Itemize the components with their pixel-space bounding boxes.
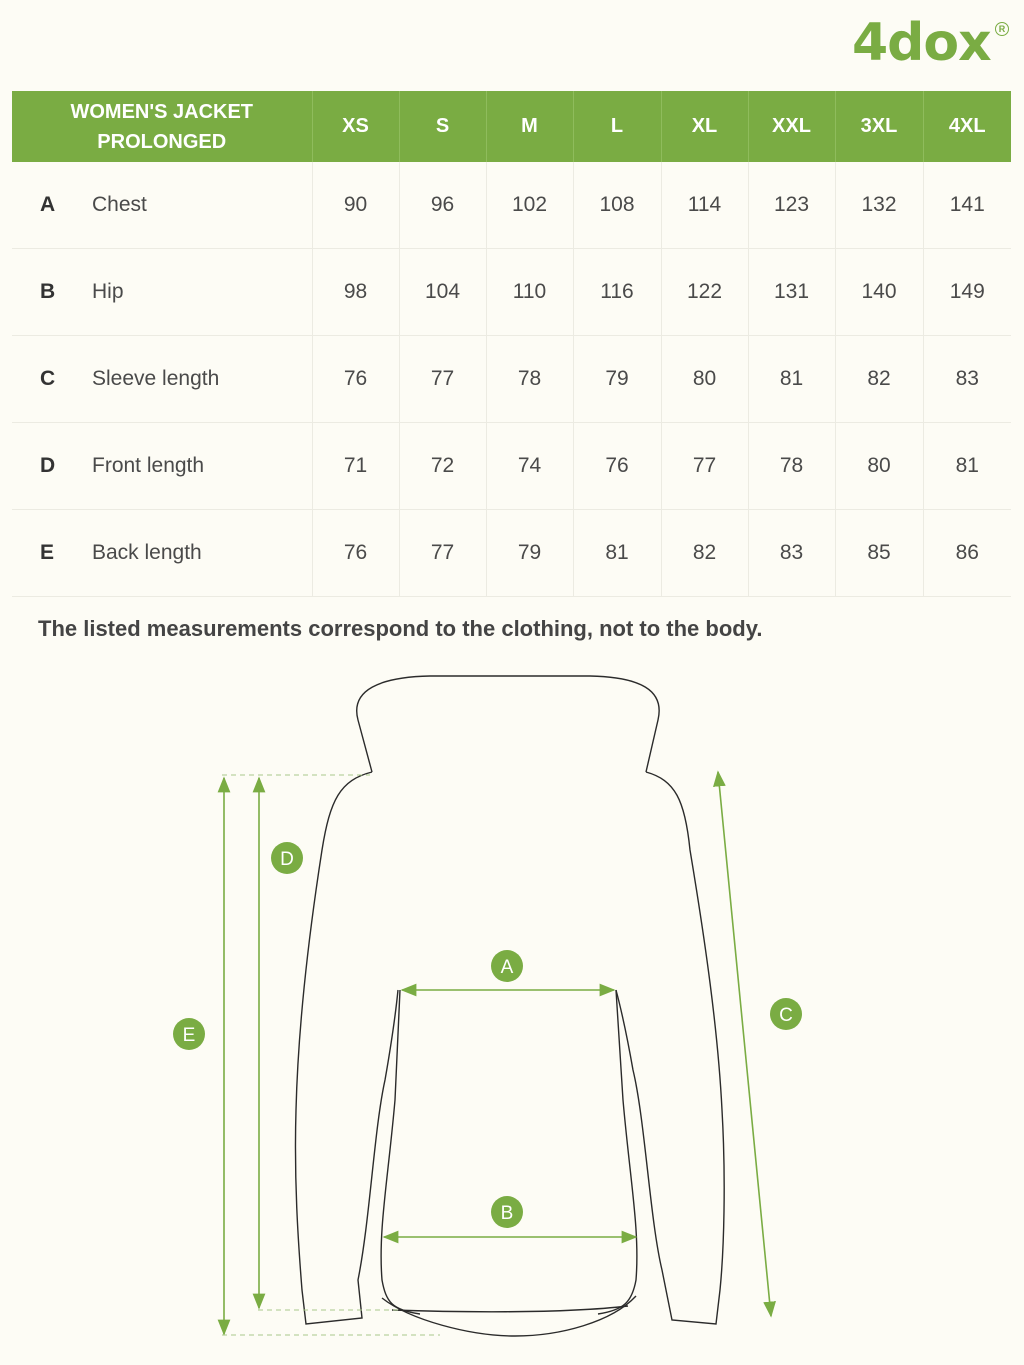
table-cell: 110: [486, 249, 573, 336]
table-cell: 80: [835, 423, 923, 510]
table-cell: 131: [748, 249, 835, 336]
table-cell: 81: [748, 336, 835, 423]
size-header-m: M: [486, 91, 573, 162]
table-cell: 123: [748, 162, 835, 249]
badge-d: [271, 842, 303, 874]
table-cell: 78: [748, 423, 835, 510]
table-cell: 77: [661, 423, 748, 510]
size-header-xl: XL: [661, 91, 748, 162]
badge-c-label: C: [779, 1005, 793, 1026]
table-cell: 76: [312, 510, 399, 597]
measurement-name: Hip: [92, 280, 124, 303]
table-cell: 83: [748, 510, 835, 597]
badge-d-label: D: [280, 849, 294, 870]
registered-mark: R: [995, 22, 1009, 36]
table-cell: 149: [923, 249, 1011, 336]
table-row: [12, 249, 1011, 336]
measurement-arrows: [224, 772, 771, 1334]
table-cell: 132: [835, 162, 923, 249]
table-cell: 86: [923, 510, 1011, 597]
table-cell: 77: [399, 336, 486, 423]
table-cell: 79: [573, 336, 661, 423]
table-cell: 71: [312, 423, 399, 510]
guide-lines: [222, 775, 440, 1335]
row-letter: E: [40, 541, 55, 564]
table-cell: 82: [661, 510, 748, 597]
table-title: [12, 91, 312, 162]
table-cell: 114: [661, 162, 748, 249]
badge-b: [491, 1196, 523, 1228]
table-cell: 90: [312, 162, 399, 249]
row-label: [12, 249, 312, 336]
badge-b-label: B: [500, 1203, 514, 1224]
measurement-name: Sleeve length: [92, 367, 220, 390]
row-letter: A: [40, 193, 56, 216]
row-label: [12, 510, 312, 597]
row-label: [12, 336, 312, 423]
table-cell: 80: [661, 336, 748, 423]
table-cell: 77: [399, 510, 486, 597]
table-cell: 108: [573, 162, 661, 249]
logo-text: 4dox: [852, 13, 991, 73]
table-cell: 140: [835, 249, 923, 336]
arrow-c: [718, 772, 771, 1316]
table-cell: 96: [399, 162, 486, 249]
badge-a-label: A: [500, 957, 514, 978]
table-cell: 79: [486, 510, 573, 597]
table-cell: 72: [399, 423, 486, 510]
row-letter: B: [40, 280, 56, 303]
table-cell: 76: [312, 336, 399, 423]
table-row: [12, 162, 1011, 249]
badge-c: [770, 998, 802, 1030]
measurement-name: Front length: [92, 454, 205, 477]
measurement-name: Back length: [92, 541, 202, 564]
size-header-s: S: [399, 91, 486, 162]
jacket-diagram: [0, 660, 1024, 1360]
table-title-line1: WOMEN'S JACKET: [70, 100, 254, 123]
size-header-4xl: 4XL: [923, 91, 1011, 162]
table-cell: 83: [923, 336, 1011, 423]
table-cell: 78: [486, 336, 573, 423]
row-label: [12, 423, 312, 510]
size-header-l: L: [573, 91, 661, 162]
size-header-xxl: XXL: [748, 91, 835, 162]
badge-e: [173, 1018, 205, 1050]
table-cell: 76: [573, 423, 661, 510]
table-cell: 81: [573, 510, 661, 597]
brand-logo: [852, 10, 1017, 76]
table-cell: 116: [573, 249, 661, 336]
table-cell: 74: [486, 423, 573, 510]
table-cell: 122: [661, 249, 748, 336]
table-cell: 82: [835, 336, 923, 423]
table-cell: 85: [835, 510, 923, 597]
row-letter: C: [40, 367, 56, 390]
table-header-row: [12, 91, 1011, 162]
size-header-xs: XS: [312, 91, 399, 162]
table-cell: 81: [923, 423, 1011, 510]
size-header-3xl: 3XL: [835, 91, 923, 162]
table-row: [12, 510, 1011, 597]
measurement-name: Chest: [92, 193, 147, 216]
table-cell: 102: [486, 162, 573, 249]
badge-a: [491, 950, 523, 982]
row-label: [12, 162, 312, 249]
table-title-line2: PROLONGED: [97, 130, 227, 153]
size-chart-table: [12, 91, 1011, 597]
table-cell: 141: [923, 162, 1011, 249]
table-row: [12, 336, 1011, 423]
badge-e-label: E: [182, 1025, 196, 1046]
table-cell: 104: [399, 249, 486, 336]
measurement-note: The listed measurements correspond to the clothing, not to the body.: [38, 616, 763, 641]
table-cell: 98: [312, 249, 399, 336]
row-letter: D: [40, 454, 56, 477]
table-row: [12, 423, 1011, 510]
